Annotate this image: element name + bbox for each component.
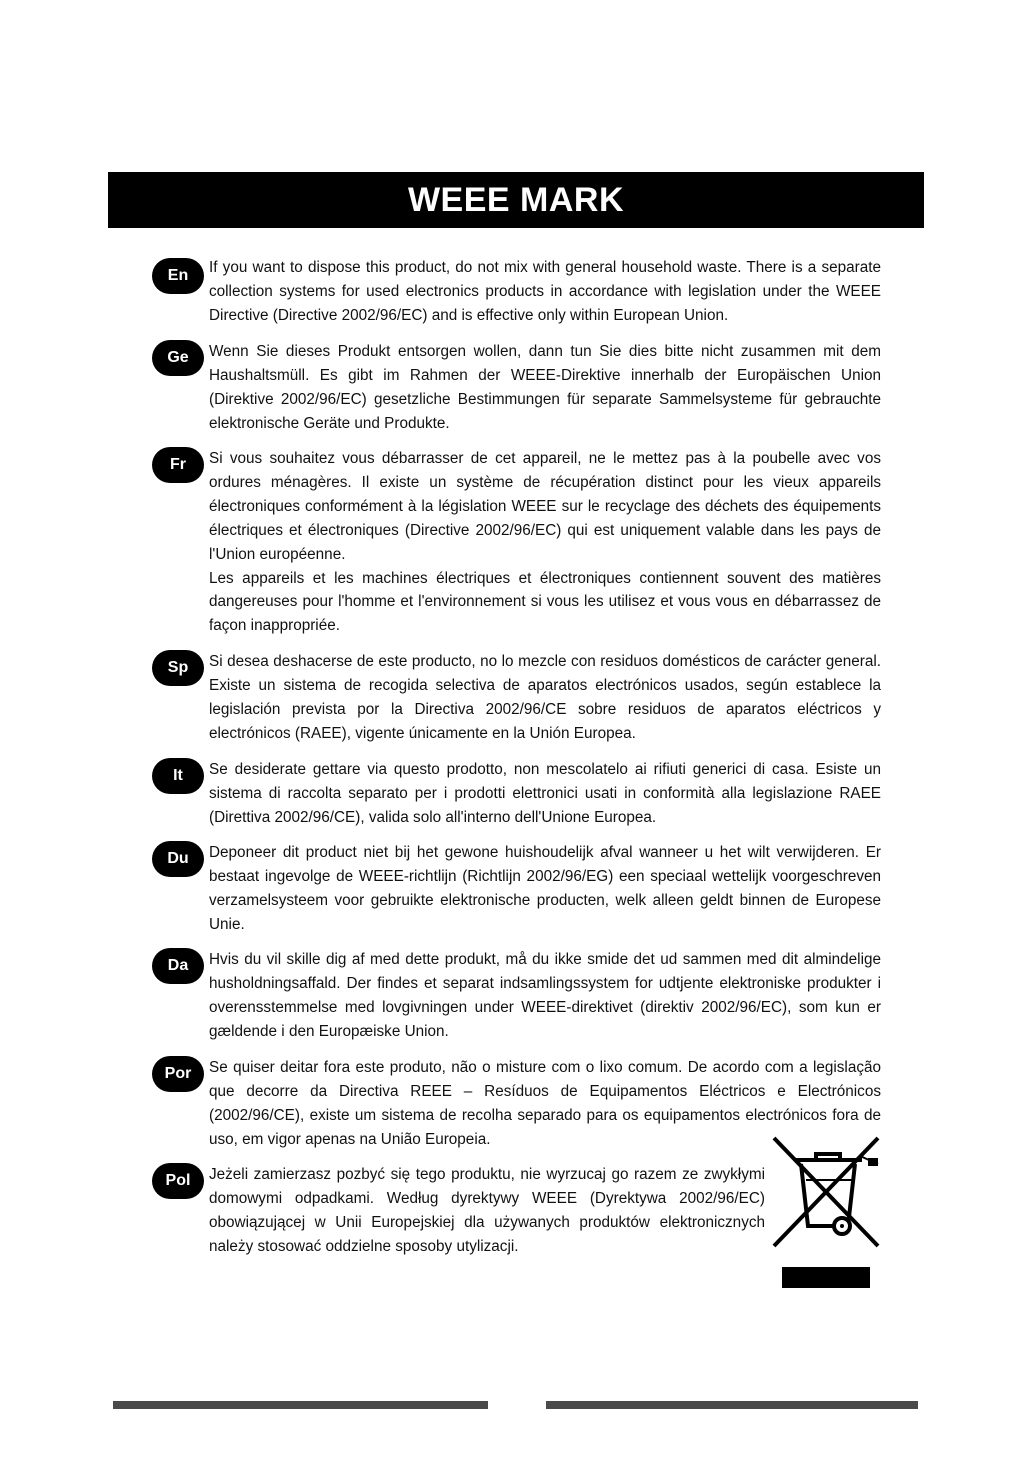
paragraph: Se desiderate gettare via questo prodotto, non mescolatelo ai rifiuti generici di casa. Esiste un sistema di raccolta separato per i prodotti elettronici usati in conformità alla legislazione RAEE (Direttiva 2002/96/CE), valida solo all'interno dell'Unione Europea.	[209, 761, 881, 826]
language-badge-sp: Sp	[152, 650, 204, 686]
section-text-du	[209, 841, 881, 937]
paragraph: If you want to dispose this product, do not mix with general household waste. There is a separate collection systems for used electronics products in accordance with legislation under the WEEE Directive (Directive 2002/96/EC) and is effective only within European Union.	[209, 259, 881, 324]
paragraph: Si vous souhaitez vous débarrasser de cet appareil, ne le mettez pas à la poubelle avec vos ordures ménagères. Il existe un système de récupération distinct pour les vieux appareils électroniques conformément à la législation WEEE sur le recyclage des déchets des équipements électriques et électroniques (Directive 2002/96/EC) qui est uniquement valable dans les pays de l'Union européenne.	[209, 450, 881, 563]
paragraph: Les appareils et les machines électriques et électroniques contiennent souvent des matières dangereuses pour l'homme et l'environnement si vous les utilisez et vous vous en débarrassez de façon inappropriée.	[209, 569, 881, 635]
weee-symbol-bar	[782, 1267, 870, 1288]
paragraph: Si desea deshacerse de este producto, no lo mezcle con residuos domésticos de carácter general. Existe un sistema de recogida selectiva de aparatos electrónicos usados, según establece la legislación prevista por la Directiva 2002/96/CE sobre residuos de aparatos eléctricos y electrónicos (RAEE), vigente únicamente en la Unión Europea.	[209, 653, 881, 742]
page-title: WEEE MARK	[407, 180, 625, 219]
section-text-sp	[209, 650, 881, 746]
title-bar	[108, 172, 924, 228]
language-badge-en: En	[152, 258, 204, 294]
footer-rule-right	[546, 1401, 918, 1409]
language-badge-pol: Pol	[152, 1163, 204, 1199]
section-text-en	[209, 256, 881, 328]
section-text-pol	[209, 1163, 765, 1259]
section-text-fr	[209, 447, 881, 638]
footer-rule-left	[113, 1401, 488, 1409]
language-badge-du: Du	[152, 841, 204, 877]
section-text-da	[209, 948, 881, 1044]
section-text-ge	[209, 340, 881, 436]
language-badge-it: It	[152, 758, 204, 794]
language-badge-por: Por	[152, 1056, 204, 1092]
paragraph: Se quiser deitar fora este produto, não o misture com o lixo comum. De acordo com a legislação que decorre da Directiva REEE – Resíduos de Equipamentos Eléctricos e Electrónicos (2002/96/CE), existe um sistema de recolha separado para os equipamentos electrónicos fora de uso, em vigor apenas na União Europeia.	[209, 1059, 881, 1148]
paragraph: Deponeer dit product niet bij het gewone huishoudelijk afval wanneer u het wilt verwijderen. Er bestaat ingevolge de WEEE-richtlijn (Richtlijn 2002/96/EG) een speciaal wettelijk voorgeschreven verzamelsysteem voor gebruikte elektronische producten, welk alleen geldt binnen de Europese Unie.	[209, 844, 881, 933]
language-badge-fr: Fr	[152, 447, 204, 483]
crossed-out-wheelie-bin-icon	[770, 1134, 882, 1250]
paragraph: Jeżeli zamierzasz pozbyć się tego produktu, nie wyrzucaj go razem ze zwykłymi domowymi odpadkami. Według dyrektywy WEEE (Dyrektywa 2002/96/EC) obowiązującej w Unii Europejskiej dla używanych produktów elektronicznych należy stosować oddzielne sposoby utylizacji.	[209, 1166, 765, 1255]
language-badge-ge: Ge	[152, 340, 204, 376]
section-text-it	[209, 758, 881, 830]
paragraph: Hvis du vil skille dig af med dette produkt, må du ikke smide det ud sammen med dit almindelige husholdningsaffald. Der findes et separat indsamlingssystem for udtjente elektroniske produkter i overensstemmelse med lovgivningen under WEEE-direktivet (direktiv 2002/96/EC), som kun er gældende i den Europæiske Union.	[209, 951, 881, 1040]
paragraph: Wenn Sie dieses Produkt entsorgen wollen, dann tun Sie dies bitte nicht zusammen mit dem Haushaltsmüll. Es gibt im Rahmen der WEEE-Direktive innerhalb der Europäischen Union (Direktive 2002/96/EC) gesetzliche Bestimmungen für separate Sammelsysteme für gebrauchte elektronische Geräte und Produkte.	[209, 343, 881, 432]
language-badge-da: Da	[152, 948, 204, 984]
